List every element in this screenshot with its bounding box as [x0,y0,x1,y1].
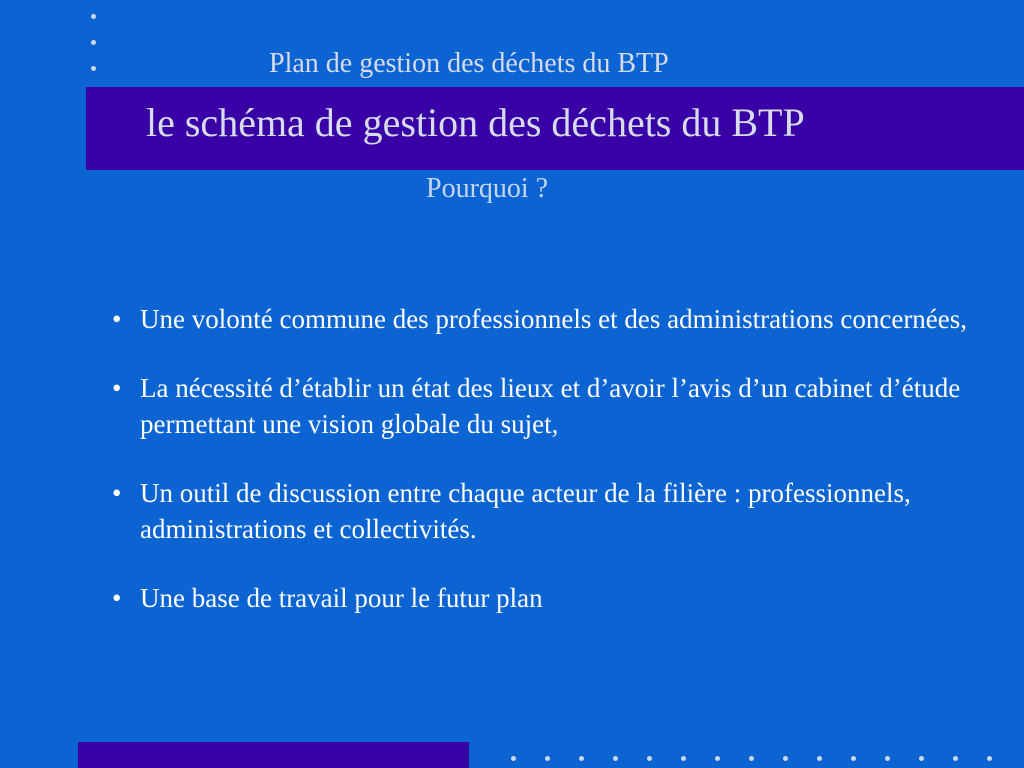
bullet-item [112,370,992,442]
bottom-band [78,742,469,768]
bullet-item [112,475,992,547]
decorative-dot [511,756,516,761]
bullet-marker: • [112,583,122,613]
decorative-dot [91,14,96,19]
decorative-dot [91,40,96,45]
decorative-dot [91,66,96,71]
decorative-dot [783,756,788,761]
decorative-dot [647,756,652,761]
bullet-item [112,580,992,616]
decorative-dot [953,756,958,761]
bullet-list [112,301,992,649]
slide-title: le schéma de gestion des déchets du BTP [146,100,805,145]
slide-supertitle: Plan de gestion des déchets du BTP [269,48,669,79]
decorative-dot [715,756,720,761]
bullet-item [112,301,992,337]
decorative-dot [919,756,924,761]
decorative-dot [817,756,822,761]
decorative-dot [579,756,584,761]
decorative-dot [885,756,890,761]
bullet-marker: • [112,373,122,403]
bullet-text: Une volonté commune des professionnels et des administrations concernées, [140,304,968,334]
decorative-dot [613,756,618,761]
decorative-dot [545,756,550,761]
decorative-dot [987,756,992,761]
decorative-dot [851,756,856,761]
bullet-text: Une base de travail pour le futur plan [140,583,543,613]
bullet-text: Un outil de discussion entre chaque acteur de la filière : professionnels, administrations et collectivités. [140,478,911,544]
bullet-marker: • [112,304,122,334]
bullet-marker: • [112,478,122,508]
decorative-dot [749,756,754,761]
decorative-dot [681,756,686,761]
slide-subtitle: Pourquoi ? [426,173,549,204]
bullet-text: La nécessité d’établir un état des lieux et d’avoir l’avis d’un cabinet d’étude permettant une vision globale du sujet, [140,373,961,439]
